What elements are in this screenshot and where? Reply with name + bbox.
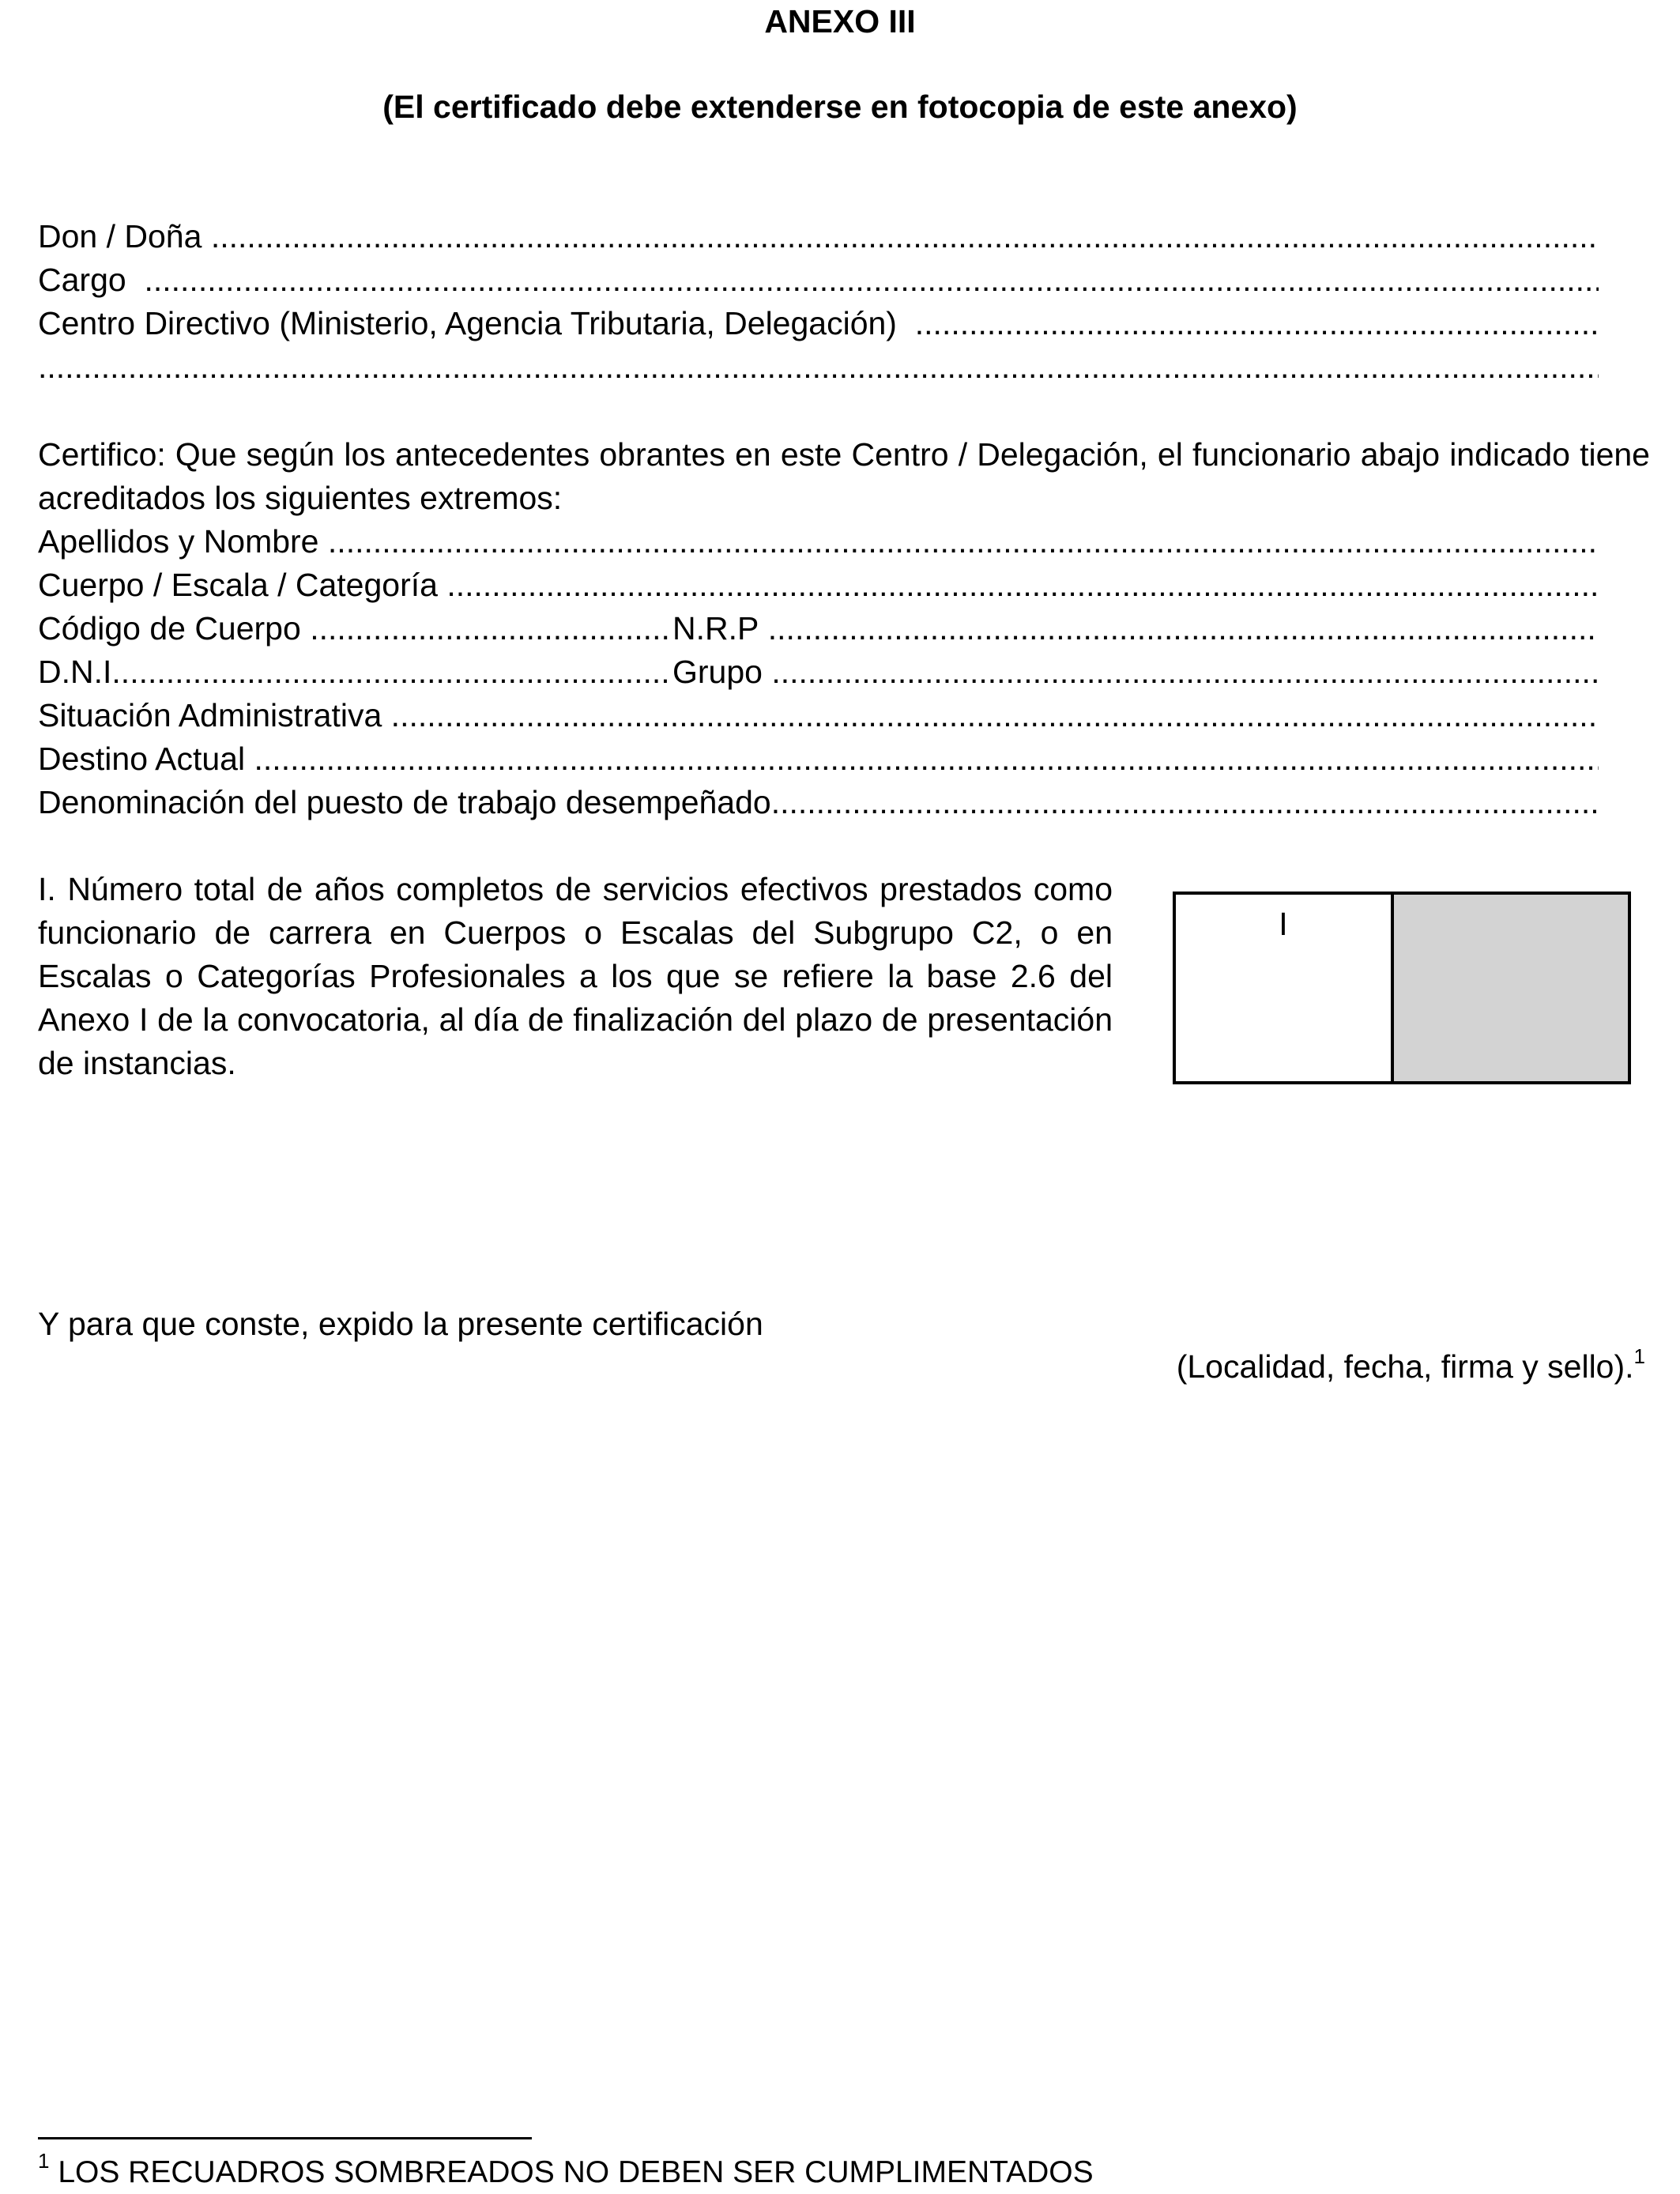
field-label: Don / Doña xyxy=(38,218,202,254)
certifico-paragraph: Certifico: Que según los antecedentes obrantes en este Centro / Delegación, el funcionario abajo indicado tiene acreditados los siguientes extremos: xyxy=(38,436,1650,516)
fill-line xyxy=(771,650,1599,694)
annex-title: ANEXO III xyxy=(764,3,916,40)
fill-line xyxy=(768,607,1599,650)
localidad-text: (Localidad, fecha, firma y sello). xyxy=(1176,1348,1634,1385)
field-label: Código de Cuerpo xyxy=(38,610,301,647)
field-label: N.R.P xyxy=(672,610,759,647)
field-label: D.N.I. xyxy=(38,654,121,690)
fill-line xyxy=(211,215,1599,258)
field-cargo xyxy=(38,258,1599,302)
fill-line xyxy=(310,607,672,650)
field-label: Centro Directivo (Ministerio, Agencia Tributaria, Delegación) xyxy=(38,305,897,341)
fill-line xyxy=(328,520,1599,564)
closing-statement xyxy=(38,1302,1599,1346)
footnote xyxy=(38,2149,1094,2191)
footnote-marker: 1 xyxy=(38,2149,50,2173)
field-situacion xyxy=(38,694,1599,737)
field-denominacion xyxy=(38,781,1599,824)
fill-line xyxy=(144,258,1599,302)
fill-line xyxy=(121,650,672,694)
fill-line xyxy=(915,302,1599,345)
field-apellidos-nombre xyxy=(38,520,1599,564)
footnote-separator xyxy=(38,2137,532,2139)
field-centro-directivo xyxy=(38,302,1599,345)
box-label: I xyxy=(1279,906,1288,942)
field-destino xyxy=(38,737,1599,781)
field-label: Cargo xyxy=(38,262,126,298)
field-label: Apellidos y Nombre xyxy=(38,523,319,560)
field-label: Grupo xyxy=(672,654,763,690)
signature-place-date xyxy=(1177,1345,1645,1389)
fill-line xyxy=(391,694,1599,737)
field-label: Cuerpo / Escala / Categoría xyxy=(38,567,438,603)
years-input-cell[interactable] xyxy=(1176,895,1394,1081)
fill-line xyxy=(771,781,1599,824)
field-label: Denominación del puesto de trabajo desempeñado xyxy=(38,784,771,820)
field-codigo-nrp xyxy=(38,607,1599,650)
field-label: Situación Administrativa xyxy=(38,697,382,733)
field-don-dona xyxy=(38,215,1599,258)
field-label: Destino Actual xyxy=(38,741,246,777)
years-box xyxy=(1173,892,1631,1084)
field-cuerpo-escala xyxy=(38,564,1599,607)
fill-line xyxy=(38,345,1599,389)
closing-text: Y para que conste, expido la presente certificación xyxy=(38,1306,763,1342)
footnote-text: LOS RECUADROS SOMBREADOS NO DEBEN SER CUMPLIMENTADOS xyxy=(58,2155,1094,2189)
field-centro-continuation xyxy=(38,345,1599,389)
fill-line xyxy=(254,737,1599,781)
section-i-paragraph: I. Número total de años completos de servicios efectivos prestados como funcionario de carrera en Cuerpos o Escalas del Subgrupo C2, o en Escalas o Categorías Profesionales a los que se refiere la base 2.6 del Anexo I de la convocatoria, al día de finalización del plazo de presentación de instancias. xyxy=(38,871,1113,1081)
field-dni-grupo xyxy=(38,650,1599,694)
shaded-cell xyxy=(1394,895,1628,1081)
annex-subtitle: (El certificado debe extenderse en fotocopia de este anexo) xyxy=(382,89,1298,125)
footnote-ref: 1 xyxy=(1633,1344,1645,1368)
fill-line xyxy=(446,564,1599,607)
